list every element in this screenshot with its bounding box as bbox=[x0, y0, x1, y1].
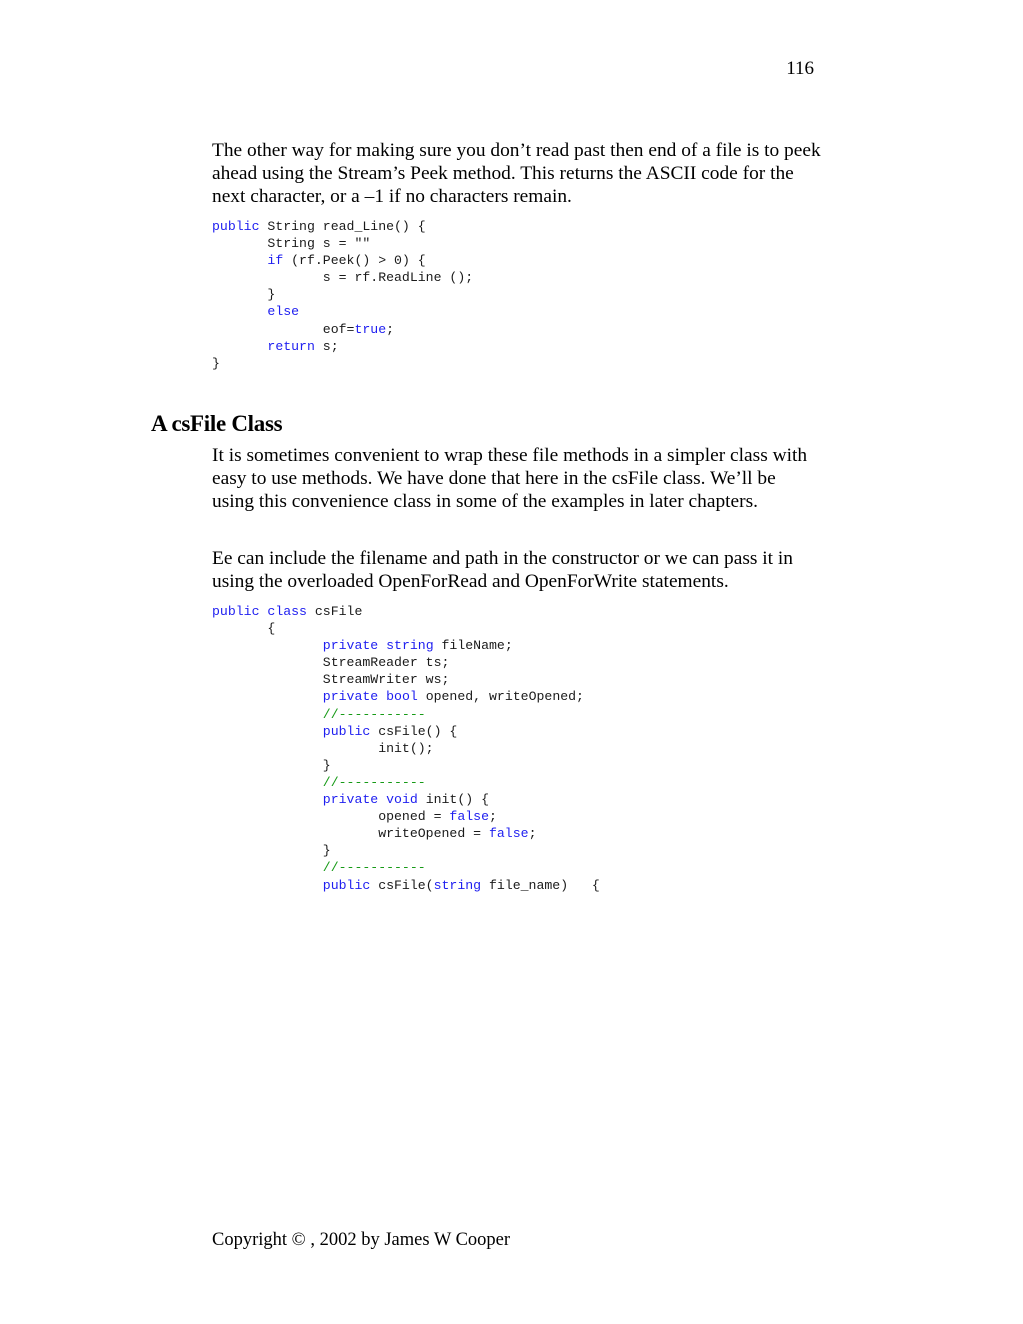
code-line bbox=[212, 304, 299, 319]
code-line: return s; bbox=[267, 338, 339, 354]
code-block-csfile bbox=[212, 603, 600, 894]
code-keyword: false bbox=[488, 826, 529, 842]
code-line: private void init() { bbox=[322, 792, 490, 808]
code-line: private bool opened, writeOpened; bbox=[322, 689, 584, 705]
code-keyword: public bbox=[322, 877, 371, 893]
code-line: public String read_Line() { bbox=[212, 219, 426, 234]
code-keyword: class bbox=[267, 604, 307, 619]
code-keyword: string bbox=[386, 638, 434, 654]
page-number: 116 bbox=[786, 58, 814, 79]
code-keyword: private bbox=[322, 792, 379, 808]
code-line: s = rf.ReadLine (); bbox=[212, 270, 474, 286]
section-paragraph-2: Ee can include the filename and path in the constructor or we can pass it in using the overloaded OpenForRead and OpenForWrite statements. bbox=[212, 548, 793, 592]
code-line: } bbox=[212, 355, 220, 371]
code-line: } bbox=[212, 287, 276, 303]
intro-paragraph: The other way for making sure you don’t read past then end of a file is to peek ahead using the Stream’s Peek method. This returns the ASCII code for the next character, or a –1 if no characters remain. bbox=[212, 140, 821, 207]
code-keyword: if bbox=[267, 253, 284, 269]
code-line bbox=[212, 860, 426, 875]
code-keyword: public bbox=[212, 219, 260, 234]
code-keyword: void bbox=[386, 792, 418, 808]
code-line: writeOpened = false; bbox=[212, 826, 537, 842]
code-keyword: true bbox=[354, 321, 387, 337]
code-keyword: bool bbox=[386, 689, 418, 705]
code-keyword: false bbox=[449, 809, 489, 825]
code-line: StreamWriter ws; bbox=[212, 672, 450, 688]
code-line: private string fileName; bbox=[322, 638, 513, 654]
code-line: } bbox=[212, 843, 331, 859]
code-line: public csFile() { bbox=[322, 723, 458, 739]
code-keyword: public bbox=[212, 604, 260, 619]
code-line: eof=true; bbox=[212, 321, 395, 337]
code-line: { bbox=[212, 621, 276, 637]
code-keyword: private bbox=[322, 689, 379, 705]
code-line: if (rf.Peek() > 0) { bbox=[267, 253, 426, 269]
code-block-read-line bbox=[212, 218, 473, 372]
code-line: opened = false; bbox=[212, 809, 497, 825]
code-line: } bbox=[212, 757, 331, 773]
code-keyword: public bbox=[322, 723, 371, 739]
code-keyword: else bbox=[267, 304, 300, 320]
section-heading: A csFile Class bbox=[151, 411, 283, 436]
code-line bbox=[212, 775, 426, 790]
code-comment: //----------- bbox=[322, 706, 426, 722]
code-line: public csFile(string file_name) { bbox=[322, 877, 600, 893]
code-line bbox=[212, 707, 426, 722]
code-line: StreamReader ts; bbox=[212, 655, 450, 671]
footer-copyright: Copyright © , 2002 by James W Cooper bbox=[212, 1230, 511, 1250]
code-line: String s = "" bbox=[212, 236, 371, 252]
code-line: public class csFile bbox=[212, 604, 363, 619]
code-keyword: private bbox=[322, 638, 379, 654]
code-line: init(); bbox=[212, 740, 434, 756]
code-keyword: return bbox=[267, 338, 315, 354]
code-comment: //----------- bbox=[322, 774, 426, 790]
code-comment: //----------- bbox=[322, 860, 426, 876]
code-keyword: string bbox=[433, 877, 482, 893]
section-paragraph-1: It is sometimes convenient to wrap these file methods in a simpler class with easy to use methods. We have done that here in the csFile class. We’ll be using this convenience class in some of the examples in later chapters. bbox=[212, 445, 808, 512]
